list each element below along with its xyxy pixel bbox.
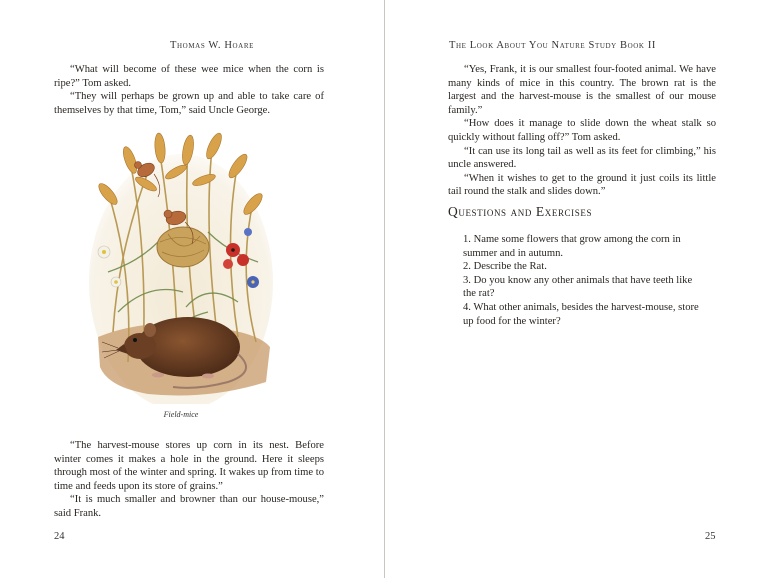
question-item: 3. Do you know any other animals that have teeth like the rat? (463, 274, 693, 300)
question-item: 4. What other animals, besides the harvest-mouse, store up food for the winter? (463, 301, 699, 327)
paragraph: “It is much smaller and browner than our house-mouse,” said Frank. (54, 494, 324, 519)
paragraph: “What will become of these wee mice when the corn is ripe?” Tom asked. (54, 64, 324, 89)
page-number-left: 24 (54, 531, 65, 542)
question-item: 1. Name some flowers that grow among the corn in summer and in autumn. (463, 234, 681, 259)
field-mice-illustration (88, 132, 274, 404)
left-bottom-text (54, 439, 324, 521)
right-top-text (448, 63, 716, 199)
question-item: 2. Describe the Rat. (463, 261, 547, 273)
left-top-text (54, 63, 324, 117)
illustration-caption: Field-mice (163, 410, 199, 419)
paragraph: “It can use its long tail as well as its feet for climbing,” his uncle answered. (448, 145, 716, 171)
paragraph: “The harvest-mouse stores up corn in its nest. Before winter comes it makes a hole in the ground. Here it sleeps through most of the winter and spring. It wakes up from time to time and feeds upon its store of grains.” (54, 440, 324, 492)
paragraph: “When it wishes to get to the ground it just coils its little tail round the stalk and slides down.” (448, 172, 716, 198)
questions-list (463, 233, 703, 328)
paragraph: “Yes, Frank, it is our smallest four-footed animal. We have many kinds of mice in this country. The brown rat is the largest and the harvest-mouse is the smallest of our mouse family.” (448, 64, 716, 116)
section-heading: Questions and Exercises (448, 204, 593, 219)
page-number-right: 25 (705, 531, 716, 542)
running-head-author: Thomas W. Hoare (170, 40, 254, 51)
running-head-title: The Look About You Nature Study Book II (448, 40, 657, 51)
paragraph: “They will perhaps be grown up and able to take care of themselves by that time, Tom,” said Uncle George. (54, 91, 324, 116)
paragraph: “How does it manage to slide down the wheat stalk so quickly without falling off?” Tom asked. (448, 118, 716, 143)
right-page (385, 0, 768, 578)
